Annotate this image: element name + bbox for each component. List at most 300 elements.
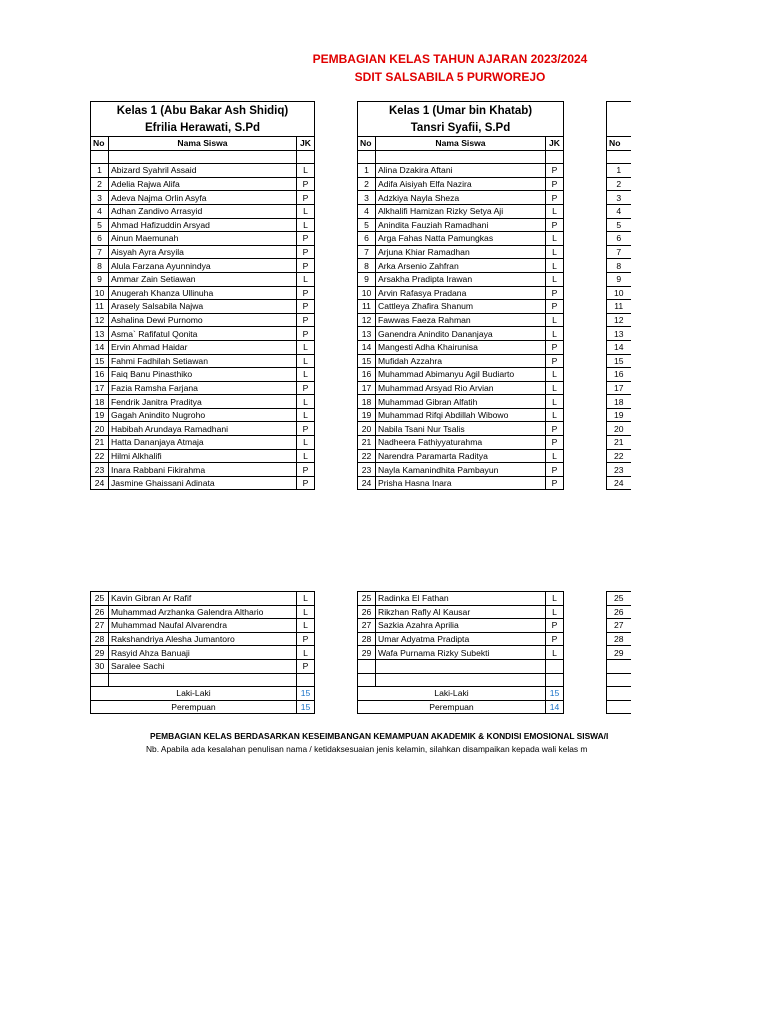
table-row — [91, 476, 315, 490]
student-name: Muhammad Gibran Alfatih — [376, 395, 546, 409]
student-jk: L — [546, 646, 564, 660]
student-jk: L — [297, 340, 315, 354]
table-row — [91, 327, 315, 341]
table-row — [358, 191, 564, 205]
student-no: 10 — [607, 286, 631, 300]
student-no: 21 — [91, 436, 109, 450]
table-row — [358, 381, 564, 395]
student-no: 14 — [607, 340, 631, 354]
table-row — [91, 232, 315, 246]
table-row — [91, 619, 315, 633]
table-row — [358, 422, 564, 436]
table-row — [607, 395, 631, 409]
spacer-row — [91, 673, 315, 687]
table-row — [358, 476, 564, 490]
student-no: 4 — [607, 204, 631, 218]
student-jk: L — [297, 368, 315, 382]
student-jk: L — [297, 646, 315, 660]
table-row — [91, 354, 315, 368]
column-jk: JK — [546, 137, 564, 151]
table-row — [607, 463, 631, 477]
student-name: Muhammad Rifqi Abdillah Wibowo — [376, 408, 546, 422]
student-jk: L — [546, 313, 564, 327]
table-row — [91, 592, 315, 606]
student-no: 19 — [91, 408, 109, 422]
student-name: Adzkiya Nayla Sheza — [376, 191, 546, 205]
student-name: Adeva Najma Orlin Asyfa — [109, 191, 297, 205]
student-jk: P — [297, 422, 315, 436]
student-name: Alina Dzakira Aftani — [376, 164, 546, 178]
table-row — [91, 164, 315, 178]
column-no: No — [358, 137, 376, 151]
table-row — [91, 436, 315, 450]
student-name: Radinka El Fathan — [376, 592, 546, 606]
student-no: 27 — [607, 619, 631, 633]
student-no: 2 — [91, 177, 109, 191]
student-name: Arka Arsenio Zahfran — [376, 259, 546, 273]
student-jk: P — [297, 232, 315, 246]
table-row — [91, 646, 315, 660]
student-name: Anindita Fauziah Ramadhani — [376, 218, 546, 232]
student-no: 27 — [91, 619, 109, 633]
class-b-title: Kelas 1 (Umar bin Khatab) — [358, 102, 564, 120]
table-row — [358, 218, 564, 232]
student-jk: P — [297, 463, 315, 477]
student-name: Ervin Ahmad Haidar — [109, 340, 297, 354]
student-name: Jasmine Ghaissani Adinata — [109, 476, 297, 490]
student-jk: P — [546, 286, 564, 300]
student-name: Mufidah Azzahra — [376, 354, 546, 368]
student-jk: L — [297, 272, 315, 286]
table-row — [607, 204, 631, 218]
student-no: 7 — [607, 245, 631, 259]
student-jk: L — [297, 408, 315, 422]
student-name: Wafa Purnama Rizky Subekti — [376, 646, 546, 660]
column-name: Nama Siswa — [109, 137, 297, 151]
table-row — [607, 632, 631, 646]
class-a-students-continued — [91, 592, 315, 674]
table-row — [358, 646, 564, 660]
student-jk: L — [297, 592, 315, 606]
student-no: 2 — [358, 177, 376, 191]
table-row — [91, 632, 315, 646]
student-jk: P — [546, 619, 564, 633]
student-jk: L — [297, 204, 315, 218]
student-no: 21 — [358, 436, 376, 450]
student-jk: P — [297, 259, 315, 273]
student-jk: P — [297, 381, 315, 395]
student-name: Saralee Sachi — [109, 659, 297, 673]
table-row — [91, 204, 315, 218]
student-name: Rikzhan Rafly Al Kausar — [376, 605, 546, 619]
student-no: 28 — [607, 632, 631, 646]
student-name: Ahmad Hafizuddin Arsyad — [109, 218, 297, 232]
student-jk: P — [297, 313, 315, 327]
student-name: Nayla Kamanindhita Pambayun — [376, 463, 546, 477]
student-no: 25 — [358, 592, 376, 606]
student-no: 14 — [358, 340, 376, 354]
table-row — [358, 327, 564, 341]
footer-note: Nb. Apabila ada kesalahan penulisan nama / ketidaksesuaian jenis kelamin, silahkan disampaikan kepada wali kelas m — [146, 744, 588, 754]
student-no: 1 — [358, 164, 376, 178]
male-label: Laki-Laki — [91, 687, 297, 701]
table-row — [91, 286, 315, 300]
student-jk: L — [546, 368, 564, 382]
table-row — [358, 245, 564, 259]
table-row — [607, 313, 631, 327]
student-jk: P — [546, 340, 564, 354]
student-name: Muhammad Arsyad Rio Arvian — [376, 381, 546, 395]
page-title: PEMBAGIAN KELAS TAHUN AJARAN 2023/2024 — [312, 52, 588, 66]
student-jk: L — [546, 449, 564, 463]
student-no: 9 — [358, 272, 376, 286]
student-no: 18 — [607, 395, 631, 409]
student-name: Gagah Anindito Nugroho — [109, 408, 297, 422]
student-jk: L — [297, 164, 315, 178]
student-no: 25 — [91, 592, 109, 606]
student-name: Arsakha Pradipta Irawan — [376, 272, 546, 286]
table-row — [607, 422, 631, 436]
student-no: 17 — [91, 381, 109, 395]
student-jk: L — [546, 204, 564, 218]
student-no: 15 — [607, 354, 631, 368]
student-no: 12 — [358, 313, 376, 327]
student-name: Nadheera Fathiyyaturahma — [376, 436, 546, 450]
student-no: 22 — [607, 449, 631, 463]
class-c-table-continued — [606, 591, 631, 714]
class-a-table-continued — [90, 591, 315, 714]
student-name: Sazkia Azahra Aprilia — [376, 619, 546, 633]
class-b-students-continued — [358, 592, 564, 660]
class-a-teacher: Efrilia Herawati, S.Pd — [91, 119, 315, 137]
table-row — [358, 395, 564, 409]
student-name: Ammar Zain Setiawan — [109, 272, 297, 286]
class-c-numbers-continued — [607, 592, 631, 660]
table-row — [91, 395, 315, 409]
spacer-row — [358, 150, 564, 164]
student-name: Arvin Rafasya Pradana — [376, 286, 546, 300]
student-name: Muhammad Abimanyu Agil Budiarto — [376, 368, 546, 382]
student-jk: P — [297, 177, 315, 191]
table-row — [607, 191, 631, 205]
student-jk: P — [546, 177, 564, 191]
table-row — [358, 605, 564, 619]
student-no: 6 — [607, 232, 631, 246]
student-name: Narendra Paramarta Raditya — [376, 449, 546, 463]
student-name: Alula Farzana Ayunnindya — [109, 259, 297, 273]
student-no: 6 — [91, 232, 109, 246]
student-no: 2 — [607, 177, 631, 191]
student-no: 7 — [358, 245, 376, 259]
spacer-row — [358, 659, 564, 673]
class-a-students — [91, 164, 315, 490]
table-row — [91, 368, 315, 382]
class-a-title: Kelas 1 (Abu Bakar Ash Shidiq) — [91, 102, 315, 120]
student-no: 26 — [607, 605, 631, 619]
student-no: 12 — [607, 313, 631, 327]
student-jk: L — [297, 605, 315, 619]
student-name: Prisha Hasna Inara — [376, 476, 546, 490]
footer-note-bold: PEMBAGIAN KELAS BERDASARKAN KESEIMBANGAN KEMAMPUAN AKADEMIK & KONDISI EMOSIONAL SISWA/I — [150, 731, 609, 741]
table-row — [358, 340, 564, 354]
student-name: Inara Rabbani Fikirahma — [109, 463, 297, 477]
student-no: 12 — [91, 313, 109, 327]
student-no: 29 — [358, 646, 376, 660]
class-a-male-summary — [91, 687, 315, 701]
student-no: 11 — [91, 300, 109, 314]
table-row — [607, 592, 631, 606]
table-row — [358, 408, 564, 422]
student-name: Rakshandriya Alesha Jumantoro — [109, 632, 297, 646]
student-no: 11 — [358, 300, 376, 314]
student-jk: L — [546, 272, 564, 286]
table-row — [358, 204, 564, 218]
student-jk: P — [546, 300, 564, 314]
student-name: Ainun Maemunah — [109, 232, 297, 246]
student-no: 3 — [358, 191, 376, 205]
student-no: 20 — [91, 422, 109, 436]
student-name: Muhammad Naufal Alvarendra — [109, 619, 297, 633]
student-name: Arasely Salsabila Najwa — [109, 300, 297, 314]
student-jk: P — [546, 191, 564, 205]
student-name: Umar Adyatma Pradipta — [376, 632, 546, 646]
student-jk: P — [546, 354, 564, 368]
column-jk: JK — [297, 137, 315, 151]
student-no: 21 — [607, 436, 631, 450]
student-no: 14 — [91, 340, 109, 354]
student-jk: P — [546, 436, 564, 450]
student-no: 8 — [607, 259, 631, 273]
student-no: 7 — [91, 245, 109, 259]
table-row — [91, 313, 315, 327]
student-name: Faiq Banu Pinasthiko — [109, 368, 297, 382]
female-count: 15 — [297, 700, 315, 714]
table-row — [358, 632, 564, 646]
table-row — [91, 408, 315, 422]
student-jk: P — [297, 300, 315, 314]
student-name: Muhammad Arzhanka Galendra Althario — [109, 605, 297, 619]
table-row — [91, 340, 315, 354]
male-count: 15 — [546, 687, 564, 701]
table-row — [607, 381, 631, 395]
student-no: 20 — [607, 422, 631, 436]
student-jk: L — [546, 245, 564, 259]
table-row — [91, 272, 315, 286]
student-jk: L — [546, 605, 564, 619]
student-name: Adifa Aisiyah Elfa Nazira — [376, 177, 546, 191]
student-no: 23 — [607, 463, 631, 477]
table-row — [358, 449, 564, 463]
student-name: Hilmi Alkhalifi — [109, 449, 297, 463]
class-b-table-continued — [357, 591, 564, 714]
student-name: Kavin Gibran Ar Rafif — [109, 592, 297, 606]
male-label: Laki-Laki — [358, 687, 546, 701]
student-name: Habibah Arundaya Ramadhani — [109, 422, 297, 436]
table-row — [91, 659, 315, 673]
table-row — [607, 368, 631, 382]
student-jk: L — [546, 259, 564, 273]
table-row — [358, 272, 564, 286]
student-name: Fawwas Faeza Rahman — [376, 313, 546, 327]
table-row — [358, 300, 564, 314]
table-row — [91, 191, 315, 205]
student-no: 9 — [91, 272, 109, 286]
student-jk: L — [297, 354, 315, 368]
student-no: 3 — [91, 191, 109, 205]
student-no: 8 — [91, 259, 109, 273]
student-no: 28 — [91, 632, 109, 646]
female-label: Perempuan — [91, 700, 297, 714]
student-name: Nabila Tsani Nur Tsalis — [376, 422, 546, 436]
student-jk: L — [297, 436, 315, 450]
school-name: SDIT SALSABILA 5 PURWOREJO — [354, 70, 546, 84]
table-row — [607, 232, 631, 246]
student-no: 27 — [358, 619, 376, 633]
student-no: 22 — [358, 449, 376, 463]
table-row — [358, 313, 564, 327]
student-name: Fendrik Janitra Praditya — [109, 395, 297, 409]
student-jk: P — [546, 218, 564, 232]
class-b-female-summary — [358, 700, 564, 714]
student-no: 15 — [91, 354, 109, 368]
class-a-table — [90, 101, 315, 490]
student-jk: L — [546, 327, 564, 341]
student-jk: P — [546, 463, 564, 477]
column-name: Nama Siswa — [376, 137, 546, 151]
table-row — [358, 164, 564, 178]
table-row — [91, 259, 315, 273]
student-name: Fazia Ramsha Farjana — [109, 381, 297, 395]
student-no: 30 — [91, 659, 109, 673]
spacer-row — [91, 150, 315, 164]
student-name: Anugerah Khanza Ullinuha — [109, 286, 297, 300]
student-no: 8 — [358, 259, 376, 273]
student-no: 15 — [358, 354, 376, 368]
student-no: 13 — [607, 327, 631, 341]
table-row — [607, 605, 631, 619]
student-no: 19 — [607, 408, 631, 422]
table-row — [607, 436, 631, 450]
student-no: 23 — [358, 463, 376, 477]
student-no: 16 — [91, 368, 109, 382]
student-name: Adelia Rajwa Alifa — [109, 177, 297, 191]
table-row — [607, 340, 631, 354]
student-no: 19 — [358, 408, 376, 422]
table-row — [91, 605, 315, 619]
table-row — [91, 463, 315, 477]
student-no: 3 — [607, 191, 631, 205]
table-row — [91, 300, 315, 314]
student-jk: P — [297, 659, 315, 673]
student-jk: L — [546, 232, 564, 246]
student-no: 28 — [358, 632, 376, 646]
student-no: 5 — [358, 218, 376, 232]
table-row — [607, 300, 631, 314]
student-no: 22 — [91, 449, 109, 463]
table-row — [91, 422, 315, 436]
student-name: Aisyah Ayra Arsyila — [109, 245, 297, 259]
table-row — [607, 354, 631, 368]
student-jk: L — [297, 218, 315, 232]
student-no: 6 — [358, 232, 376, 246]
table-row — [358, 463, 564, 477]
table-row — [91, 381, 315, 395]
student-no: 4 — [91, 204, 109, 218]
student-no: 24 — [358, 476, 376, 490]
student-no: 23 — [91, 463, 109, 477]
student-no: 17 — [358, 381, 376, 395]
student-no: 17 — [607, 381, 631, 395]
student-no: 10 — [91, 286, 109, 300]
class-a-female-summary — [91, 700, 315, 714]
column-no: No — [91, 137, 109, 151]
table-row — [607, 218, 631, 232]
student-no: 16 — [607, 368, 631, 382]
student-jk: P — [546, 632, 564, 646]
column-no: No — [607, 137, 631, 151]
table-row — [358, 619, 564, 633]
student-no: 11 — [607, 300, 631, 314]
table-row — [607, 619, 631, 633]
student-no: 1 — [91, 164, 109, 178]
student-no: 18 — [91, 395, 109, 409]
table-row — [607, 408, 631, 422]
table-row — [91, 218, 315, 232]
table-row — [358, 592, 564, 606]
student-no: 20 — [358, 422, 376, 436]
student-no: 13 — [91, 327, 109, 341]
student-name: Arjuna Khiar Ramadhan — [376, 245, 546, 259]
student-no: 1 — [607, 164, 631, 178]
student-no: 10 — [358, 286, 376, 300]
student-no: 26 — [358, 605, 376, 619]
table-row — [358, 354, 564, 368]
student-name: Abizard Syahril Assaid — [109, 164, 297, 178]
class-c-table — [606, 101, 631, 490]
class-b-students — [358, 164, 564, 490]
table-row — [358, 232, 564, 246]
class-c-numbers — [607, 164, 631, 490]
student-name: Alkhalifi Hamizan Rizky Setya Aji — [376, 204, 546, 218]
student-name: Ashalina Dewi Purnomo — [109, 313, 297, 327]
student-jk: L — [297, 395, 315, 409]
student-jk: L — [297, 619, 315, 633]
student-jk: P — [546, 164, 564, 178]
student-name: Adhan Zandivo Arrasyid — [109, 204, 297, 218]
student-jk: L — [297, 449, 315, 463]
student-no: 25 — [607, 592, 631, 606]
table-row — [91, 245, 315, 259]
student-jk: P — [297, 632, 315, 646]
table-row — [607, 177, 631, 191]
student-jk: L — [546, 381, 564, 395]
table-row — [607, 476, 631, 490]
student-no: 24 — [607, 476, 631, 490]
student-no: 18 — [358, 395, 376, 409]
student-no: 16 — [358, 368, 376, 382]
student-name: Arga Fahas Natta Pamungkas — [376, 232, 546, 246]
student-name: Rasyid Ahza Banuaji — [109, 646, 297, 660]
table-row — [91, 177, 315, 191]
table-row — [607, 259, 631, 273]
student-no: 26 — [91, 605, 109, 619]
student-jk: P — [297, 476, 315, 490]
table-row — [607, 327, 631, 341]
student-no: 29 — [91, 646, 109, 660]
class-b-teacher: Tansri Syafii, S.Pd — [358, 119, 564, 137]
class-b-male-summary — [358, 687, 564, 701]
class-b-table — [357, 101, 564, 490]
